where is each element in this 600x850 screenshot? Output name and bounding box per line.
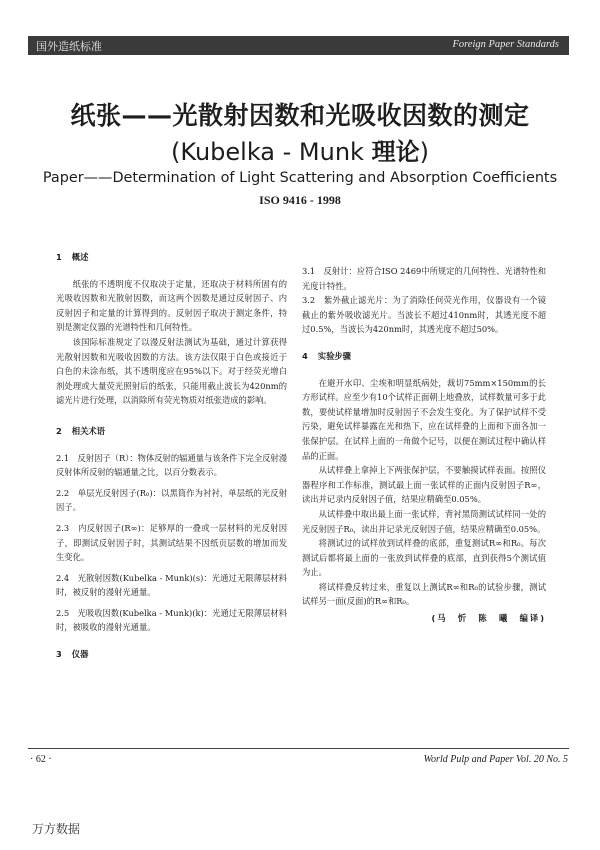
page-number: · 62 · [30,754,52,765]
standard-number: ISO 9416 - 1998 [259,193,341,207]
header-english-label: Foreign Paper Standards [452,39,559,50]
right-column [302,264,546,626]
left-column [56,250,287,662]
watermark: 万方数据 [32,822,81,836]
definition-item: 2.2 单层光反射因子(R₀)：以黑筒作为衬衬，单层纸的光反射因子。 [56,487,287,513]
translator-credit: (马 忻 陈 曦 编译) [431,613,546,624]
instrument-item: 3.2 紫外截止滤光片：为了消除任何荧光作用，仪器设有一个镜截止的紫外吸收滤光片。当波长不超过410nm时，其透光度不超过0.5%，当波长为420nm时，其透光度不超过50%。 [302,295,546,335]
footer-rule [28,748,569,749]
title-subtitle: (Kubelka - Munk 理论) [171,138,429,166]
header-section-label: 国外造纸标准 [36,40,102,53]
title-chinese: 纸张——光散射因数和光吸收因数的测定 [70,101,530,130]
instrument-item: 3.1 反射计：应符合ISO 2469中所规定的几何特性、光谱特性和光度计特性。 [302,266,546,291]
definition-item: 2.1 反射因子（R）：物体反射的辐通量与该条件下完全反射漫反射体所反射的辐通量之比，以百分数表示。 [56,452,288,478]
running-header [28,36,569,55]
definition-item: 2.5 光吸收因数(Kubelka - Munk)(k)：光通过无限薄层材料时，被吸收的漫射光通量。 [56,607,287,633]
section-heading-1: 1 概述 [56,252,89,262]
definition-item: 2.4 光散射因数(Kubelka - Munk)(s)：光通过无限薄层材料时，被反射的漫射光通量。 [56,572,287,598]
title-english: Paper——Determination of Light Scattering and Absorption Coefficients [42,170,558,186]
section-heading-2: 2 相关术语 [56,425,105,436]
section-heading-3: 3 仪器 [56,649,89,660]
paragraph: 从试样叠中取出最上面一张试样，背衬黑筒测试试样同一处的光反射因子R₀，读出并记录光反射因子值，结果应精确至0.05%。 [302,508,546,534]
paragraph: 在避开水印、尘埃和明显纸病处，裁切75mm×150mm的长方形试样。应至少有10个试样正面朝上地叠放，试样数量可多于此数，要使试样量增加时反射因子不会发生变化。为了保护试样不受污染，避免试样暴露在光和热下，应在试样叠的上面和下面各加一张保护层。在试样上面的一角做个记号，以便在测试过程中确认样品的正面。 [302,377,546,461]
section-heading-4: 4 实验步骤 [302,350,351,361]
paragraph: 将测试过的试样放到试样叠的底部，重复测试R∞和R₀。每次测试后都将最上面的一张放到试样叠的底部，直到获得5个测试值为止。 [302,538,546,578]
journal-citation: World Pulp and Paper Vol. 20 No. 5 [423,754,568,765]
definition-item: 2.3 内反射因子(R∞)：足够厚的一叠或一层材料的光反射因子，即测试反射因子时，其测试结果不因纸页层数的增加而发生变化。 [56,522,287,563]
paragraph: 纸张的不透明度不仅取决于定量，还取决于材料所固有的光吸收因数和光散射因数，而这两个因数是通过反射因子、内反射因子和定量的计算得到的。反射因子取决于测定条件，特别是测定仪器的光谱特性和几何特性。 [56,278,287,333]
paragraph: 该国际标准规定了以漫反射法测试为基础，通过计算获得光散射因数和光吸收因数的方法。该方法仅限于白色或接近于白色的未涂布纸，其不透明度应在95%以下。对于经荧光增白剂处理或大量荧光照射后的纸张，只能用截止波长为420nm的滤光片进行处理，以消除所有荧光物质对纸张造成的影响。 [56,336,287,406]
paragraph: 将试样叠反转过来，重复以上测试R∞和R₀的试验步骤，测试试样另一面(反面)的R∞和R₀。 [302,581,546,607]
paragraph: 从试样叠上拿掉上下两张保护层，不要触摸试样表面。按照仪器程序和工作标准，测试最上面一张试样的正面内反射因子R∞，读出并记录内反射因子值，结果应精确至0.05%。 [302,465,546,505]
